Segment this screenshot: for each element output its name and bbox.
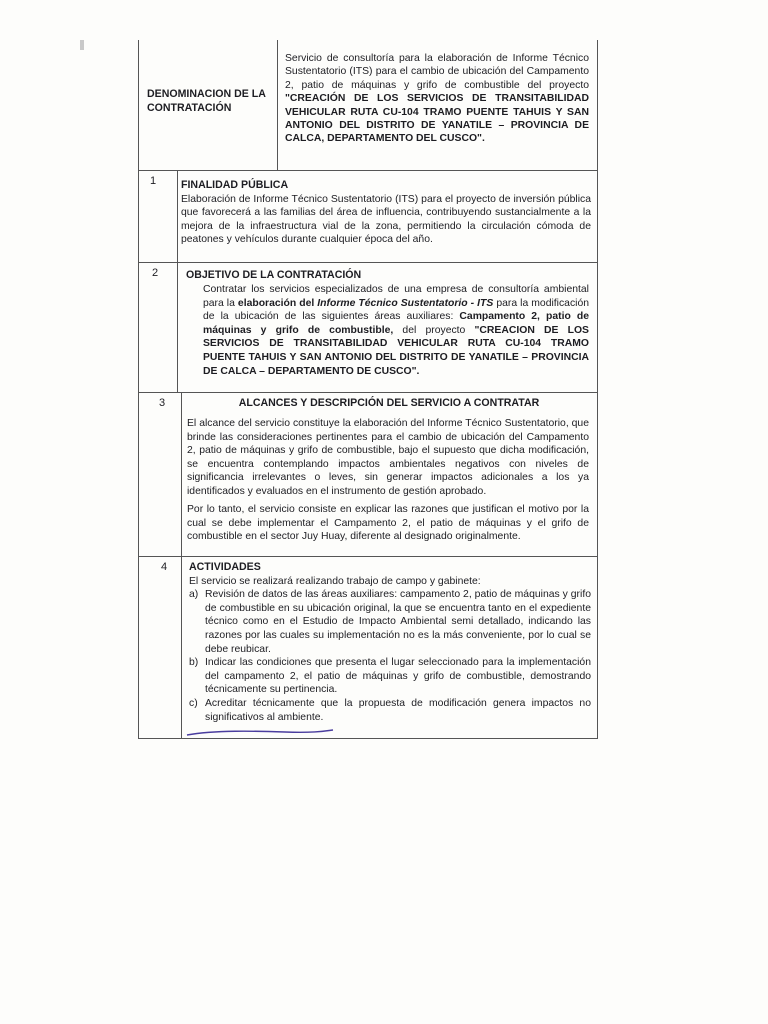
section-2-body bbox=[203, 283, 589, 378]
section-2-number: 2 bbox=[152, 267, 159, 279]
denominacion-row bbox=[139, 40, 597, 170]
section-2-text-b: elaboración del bbox=[237, 297, 318, 309]
section-4-content bbox=[189, 561, 591, 724]
section-4-row bbox=[139, 556, 597, 739]
section-2-title: OBJETIVO DE LA CONTRATACIÓN bbox=[186, 269, 362, 281]
denominacion-label: DENOMINACION DE LA CONTRATACIÓN bbox=[147, 88, 266, 114]
number-divider bbox=[177, 263, 178, 393]
handwritten-underline bbox=[185, 726, 335, 738]
number-divider bbox=[181, 557, 182, 739]
denominacion-description: Servicio de consultoría para la elaboración de Informe Técnico Sustentatorio (ITS) para el cambio de ubicación del Campamento 2, patio de máquinas y grifo de combustible del proyecto bbox=[285, 53, 589, 91]
section-2-project: "CREACION DE LOS SERVICIOS DE TRANSITABILIDAD VEHICULAR RUTA CU-104 TRAMO PUENTE TAHUIS Y SAN ANTONIO DEL DISTRITO DE YANATILE – PROVINCIA DE CALCA – DEPARTAMENTO DE CUSCO". bbox=[203, 324, 589, 377]
scan-mark bbox=[80, 40, 84, 50]
section-2-its-name: Informe Técnico Sustentatorio - ITS bbox=[317, 297, 494, 309]
section-4-intro: El servicio se realizará realizando trabajo de campo y gabinete: bbox=[189, 575, 481, 587]
activity-text: Acreditar técnicamente que la propuesta de modificación genera impactos no significativos al ambiente. bbox=[205, 697, 591, 723]
activity-text: Indicar las condiciones que presenta el lugar seleccionado para la implementación del campamento 2, el patio de máquinas y grifo de combustible, demostrando técnicamente su pertinencia. bbox=[205, 657, 591, 696]
activity-marker: b) bbox=[189, 657, 199, 669]
activity-item bbox=[189, 656, 591, 697]
section-3-number: 3 bbox=[159, 397, 166, 409]
section-2-text-d: del proyecto bbox=[393, 324, 475, 336]
section-2-text-c: para la modificación de la ubicación de las siguientes áreas auxiliares: bbox=[203, 297, 590, 323]
section-1-number: 1 bbox=[150, 175, 157, 187]
activity-item bbox=[189, 588, 591, 656]
project-name: "CREACIÓN DE LOS SERVICIOS DE TRANSITABILIDAD VEHICULAR RUTA CU-104 TRAMO PUENTE TAHUIS Y SAN ANTONIO DEL DISTRITO DE YANATILE – PROVINCIA DE CALCA, DEPARTAMENTO DEL CUSCO". bbox=[285, 93, 589, 145]
section-1-content bbox=[181, 179, 591, 247]
section-4-number: 4 bbox=[161, 561, 168, 573]
activity-marker: c) bbox=[189, 697, 198, 709]
section-1-title: FINALIDAD PÚBLICA bbox=[181, 179, 289, 191]
section-3-row bbox=[139, 392, 597, 557]
column-divider bbox=[277, 40, 278, 170]
activity-item bbox=[189, 697, 591, 724]
section-2-areas: Campamento 2, patio de máquinas y grifo de combustible, bbox=[203, 311, 590, 336]
section-2-row bbox=[139, 262, 597, 393]
tdr-table bbox=[138, 40, 598, 739]
section-2-text-a: Contratar los servicios especializados de una empresa de consultoría ambiental para la bbox=[203, 284, 589, 309]
number-divider bbox=[181, 393, 182, 557]
activity-marker: a) bbox=[189, 589, 199, 601]
section-4-title: ACTIVIDADES bbox=[189, 561, 261, 573]
number-divider bbox=[177, 171, 178, 263]
section-3-title: ALCANCES Y DESCRIPCIÓN DEL SERVICIO A CONTRATAR bbox=[238, 397, 540, 409]
section-3-para-2: Por lo tanto, el servicio consiste en explicar las razones que justifican el motivo por la cual se debe implementar el Campamento 2, el patio de máquinas y el grifo de combustible en el sector Juy Huay, diferente al designado originalmente. bbox=[187, 504, 589, 543]
activity-text: Revisión de datos de las áreas auxiliares: campamento 2, patio de máquinas y grifo de combustible en su ubicación original, la que se encuentra tanto en el expediente técnico como en el Estudio de Impacto Ambiental semi detallado, indicando las razones por las cuales su implementación no es la más conveniente, por lo cual se debe reubicar. bbox=[205, 589, 591, 655]
denominacion-value bbox=[285, 52, 589, 146]
section-1-body: Elaboración de Informe Técnico Sustentatorio (ITS) para el proyecto de inversión pública que favorecerá a las familias del área de influencia, contribuyendo sustancialmente a la mejora de la infraestructura vial de la zona, permitiendo la circulación cómoda de peatones y vehículos durante cualquier época del año. bbox=[181, 193, 591, 246]
section-3-para-1: El alcance del servicio constituye la elaboración del Informe Técnico Sustentatorio, que brinde las consideraciones pertinentes para el cambio de ubicación del Campamento 2, patio de máquinas y grifo de combustible, bajo el supuesto que dicha modificación, se encuentra contemplando impactos ambientales negativos con niveles de significancia irrelevantes o leves, sin generar impactos adicionales a los ya identificados y evaluados en el instrumento de gestión aprobado. bbox=[187, 418, 589, 497]
section-1-row bbox=[139, 170, 597, 263]
